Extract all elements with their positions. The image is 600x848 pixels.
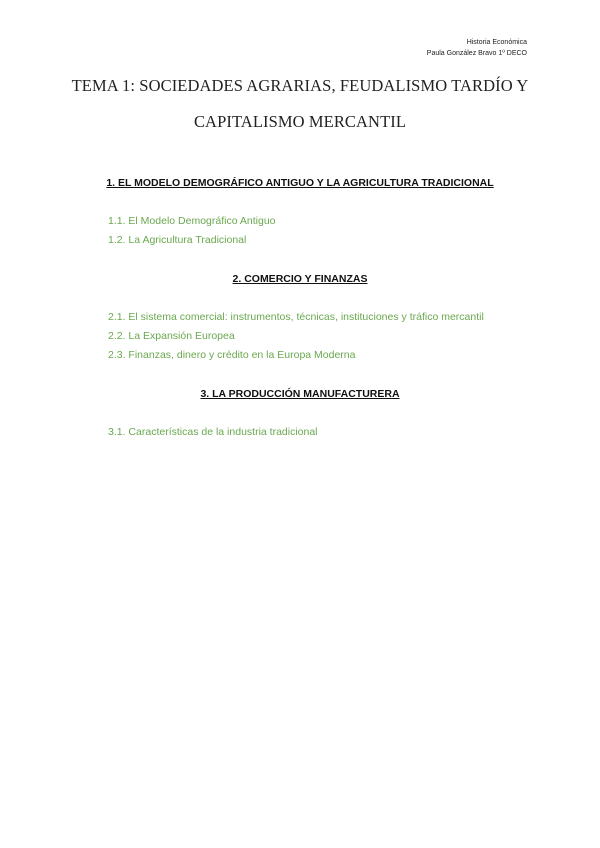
toc-item-2-2[interactable]: 2.2. La Expansión Europea bbox=[108, 330, 235, 342]
title-line-1: TEMA 1: SOCIEDADES AGRARIAS, FEUDALISMO TARDÍO Y bbox=[71, 76, 529, 95]
section-heading-2: 2. COMERCIO Y FINANZAS bbox=[232, 273, 368, 285]
toc-item-2-1[interactable]: 2.1. El sistema comercial: instrumentos, técnicas, instituciones y tráfico mercantil bbox=[108, 311, 484, 323]
toc-item-2-3[interactable]: 2.3. Finanzas, dinero y crédito en la Europa Moderna bbox=[108, 349, 356, 361]
section-heading-3: 3. LA PRODUCCIÓN MANUFACTURERA bbox=[200, 388, 400, 400]
document-header bbox=[427, 37, 527, 59]
toc-item-1-2[interactable]: 1.2. La Agricultura Tradicional bbox=[108, 234, 247, 246]
author-name: Paula González Bravo 1º DECO bbox=[426, 50, 527, 57]
title-line-2: CAPITALISMO MERCANTIL bbox=[193, 112, 407, 131]
toc-item-1-1[interactable]: 1.1. El Modelo Demográfico Antiguo bbox=[108, 215, 276, 227]
toc-item-3-1[interactable]: 3.1. Características de la industria tradicional bbox=[108, 426, 318, 438]
section-heading-1: 1. EL MODELO DEMOGRÁFICO ANTIGUO Y LA AGRICULTURA TRADICIONAL bbox=[106, 177, 494, 189]
page-title bbox=[40, 68, 560, 140]
course-name: Historia Económica bbox=[466, 39, 527, 46]
